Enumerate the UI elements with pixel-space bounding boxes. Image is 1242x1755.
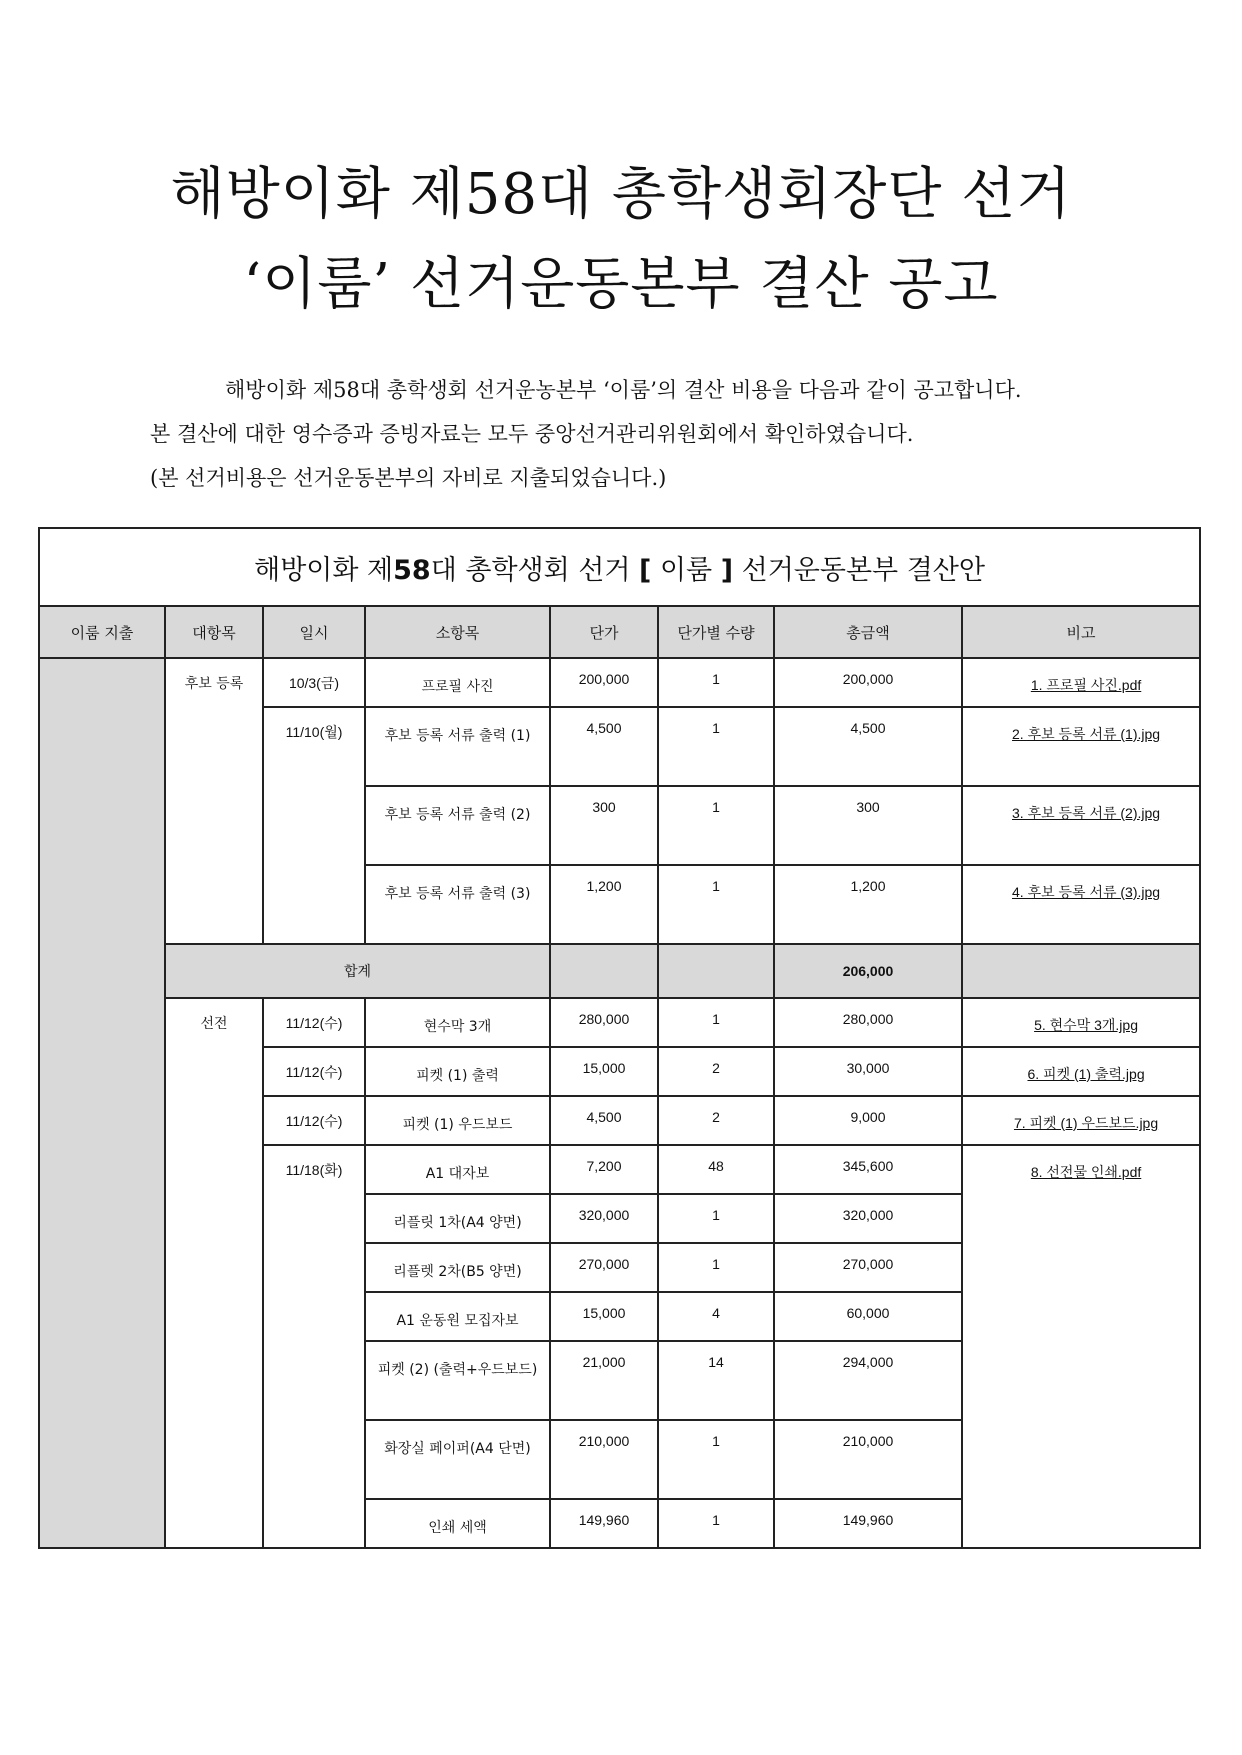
attachment-link[interactable]: 4. 후보 등록 서류 (3).jpg (1012, 884, 1161, 900)
subtotal-empty-qty (658, 944, 774, 998)
note-cell (962, 786, 1200, 865)
header-total: 총금액 (774, 606, 962, 658)
table-caption: 해방이화 제58대 총학생회 선거 [ 이룸 ] 선거운동본부 결산안 (39, 528, 1200, 606)
attachment-link[interactable]: 3. 후보 등록 서류 (2).jpg (1012, 805, 1161, 821)
total-cell: 1,200 (774, 865, 962, 944)
note-cell (962, 1096, 1200, 1145)
date-cell: 11/10(월) (263, 707, 365, 944)
price-cell: 280,000 (550, 998, 658, 1047)
header-quantity: 단가별 수량 (658, 606, 774, 658)
qty-cell: 14 (658, 1341, 774, 1420)
header-expense: 이룸 지출 (39, 606, 165, 658)
qty-cell: 4 (658, 1292, 774, 1341)
price-cell: 4,500 (550, 1096, 658, 1145)
qty-cell: 1 (658, 707, 774, 786)
item-cell: A1 운동원 모집자보 (365, 1292, 550, 1341)
price-cell: 21,000 (550, 1341, 658, 1420)
subtotal-empty-note (962, 944, 1200, 998)
subtotal-row (39, 944, 1200, 998)
total-cell: 320,000 (774, 1194, 962, 1243)
item-cell: 후보 등록 서류 출력 (3) (365, 865, 550, 944)
item-cell: 후보 등록 서류 출력 (1) (365, 707, 550, 786)
category-cell: 후보 등록 (165, 658, 263, 944)
total-cell: 280,000 (774, 998, 962, 1047)
qty-cell: 1 (658, 658, 774, 707)
header-date: 일시 (263, 606, 365, 658)
qty-cell: 1 (658, 786, 774, 865)
price-cell: 4,500 (550, 707, 658, 786)
date-cell: 11/12(수) (263, 998, 365, 1047)
qty-cell: 2 (658, 1096, 774, 1145)
price-cell: 7,200 (550, 1145, 658, 1194)
date-cell: 11/12(수) (263, 1096, 365, 1145)
total-cell: 210,000 (774, 1420, 962, 1499)
total-cell: 270,000 (774, 1243, 962, 1292)
qty-cell: 1 (658, 1243, 774, 1292)
total-cell: 4,500 (774, 707, 962, 786)
subtotal-total: 206,000 (774, 944, 962, 998)
total-cell: 300 (774, 786, 962, 865)
total-cell: 30,000 (774, 1047, 962, 1096)
qty-cell: 1 (658, 1499, 774, 1548)
price-cell: 300 (550, 786, 658, 865)
note-cell (962, 658, 1200, 707)
note-cell (962, 1047, 1200, 1096)
item-cell: 피켓 (2) (출력+우드보드) (365, 1341, 550, 1420)
qty-cell: 2 (658, 1047, 774, 1096)
attachment-link[interactable]: 5. 현수막 3개.jpg (1034, 1017, 1138, 1033)
intro-paragraph-3: (본 선거비용은 선거운동본부의 자비로 지출되었습니다.) (150, 466, 667, 490)
item-cell: 피켓 (1) 출력 (365, 1047, 550, 1096)
note-cell (962, 707, 1200, 786)
total-cell: 60,000 (774, 1292, 962, 1341)
price-cell: 200,000 (550, 658, 658, 707)
qty-cell: 1 (658, 998, 774, 1047)
price-cell: 1,200 (550, 865, 658, 944)
item-cell: 리플렛 2차(B5 양면) (365, 1243, 550, 1292)
attachment-link[interactable]: 8. 선전물 인쇄.pdf (1030, 1164, 1142, 1180)
intro-paragraph-2: 본 결산에 대한 영수증과 증빙자료는 모두 중앙선거관리위원회에서 확인하였습니다. (150, 422, 914, 446)
qty-cell: 48 (658, 1145, 774, 1194)
header-item: 소항목 (365, 606, 550, 658)
header-category: 대항목 (165, 606, 263, 658)
table-header-row (39, 606, 1200, 658)
table-row (39, 998, 1200, 1047)
price-cell: 210,000 (550, 1420, 658, 1499)
item-cell: 화장실 페이퍼(A4 단면) (365, 1420, 550, 1499)
side-column (39, 658, 165, 1548)
item-cell: A1 대자보 (365, 1145, 550, 1194)
date-cell: 10/3(금) (263, 658, 365, 707)
item-cell: 피켓 (1) 우드보드 (365, 1096, 550, 1145)
category-cell: 선전 (165, 998, 263, 1548)
header-unit-price: 단가 (550, 606, 658, 658)
total-cell: 345,600 (774, 1145, 962, 1194)
intro-paragraph-1: 해방이화 제58대 총학생회 선거운농본부 ‘이룸’의 결산 비용을 다음과 같이 공고합니다. (225, 378, 1022, 402)
attachment-link[interactable]: 1. 프로필 사진.pdf (1030, 677, 1142, 693)
attachment-link[interactable]: 6. 피켓 (1) 출력.jpg (1027, 1066, 1145, 1082)
note-cell (962, 865, 1200, 944)
date-cell: 11/18(화) (263, 1145, 365, 1548)
item-cell: 인쇄 세액 (365, 1499, 550, 1548)
qty-cell: 1 (658, 1194, 774, 1243)
item-cell: 리플릿 1차(A4 양면) (365, 1194, 550, 1243)
item-cell: 프로필 사진 (365, 658, 550, 707)
attachment-link[interactable]: 2. 후보 등록 서류 (1).jpg (1012, 726, 1161, 742)
attachment-link[interactable]: 7. 피켓 (1) 우드보드.jpg (1013, 1115, 1159, 1131)
total-cell: 294,000 (774, 1341, 962, 1420)
total-cell: 9,000 (774, 1096, 962, 1145)
settlement-table (38, 527, 1201, 1549)
price-cell: 320,000 (550, 1194, 658, 1243)
note-cell (962, 1145, 1200, 1548)
total-cell: 200,000 (774, 658, 962, 707)
table-row (39, 658, 1200, 707)
announcement-title-line2: ‘이룸’ 선거운동본부 결산 공고 (243, 252, 999, 317)
qty-cell: 1 (658, 865, 774, 944)
price-cell: 270,000 (550, 1243, 658, 1292)
price-cell: 15,000 (550, 1292, 658, 1341)
total-cell: 149,960 (774, 1499, 962, 1548)
item-cell: 후보 등록 서류 출력 (2) (365, 786, 550, 865)
price-cell: 149,960 (550, 1499, 658, 1548)
header-note: 비고 (962, 606, 1200, 658)
qty-cell: 1 (658, 1420, 774, 1499)
item-cell: 현수막 3개 (365, 998, 550, 1047)
subtotal-label: 합계 (165, 944, 550, 998)
subtotal-empty-price (550, 944, 658, 998)
price-cell: 15,000 (550, 1047, 658, 1096)
note-cell (962, 998, 1200, 1047)
date-cell: 11/12(수) (263, 1047, 365, 1096)
announcement-title-line1: 해방이화 제58대 총학생회장단 선거 (170, 162, 1072, 227)
